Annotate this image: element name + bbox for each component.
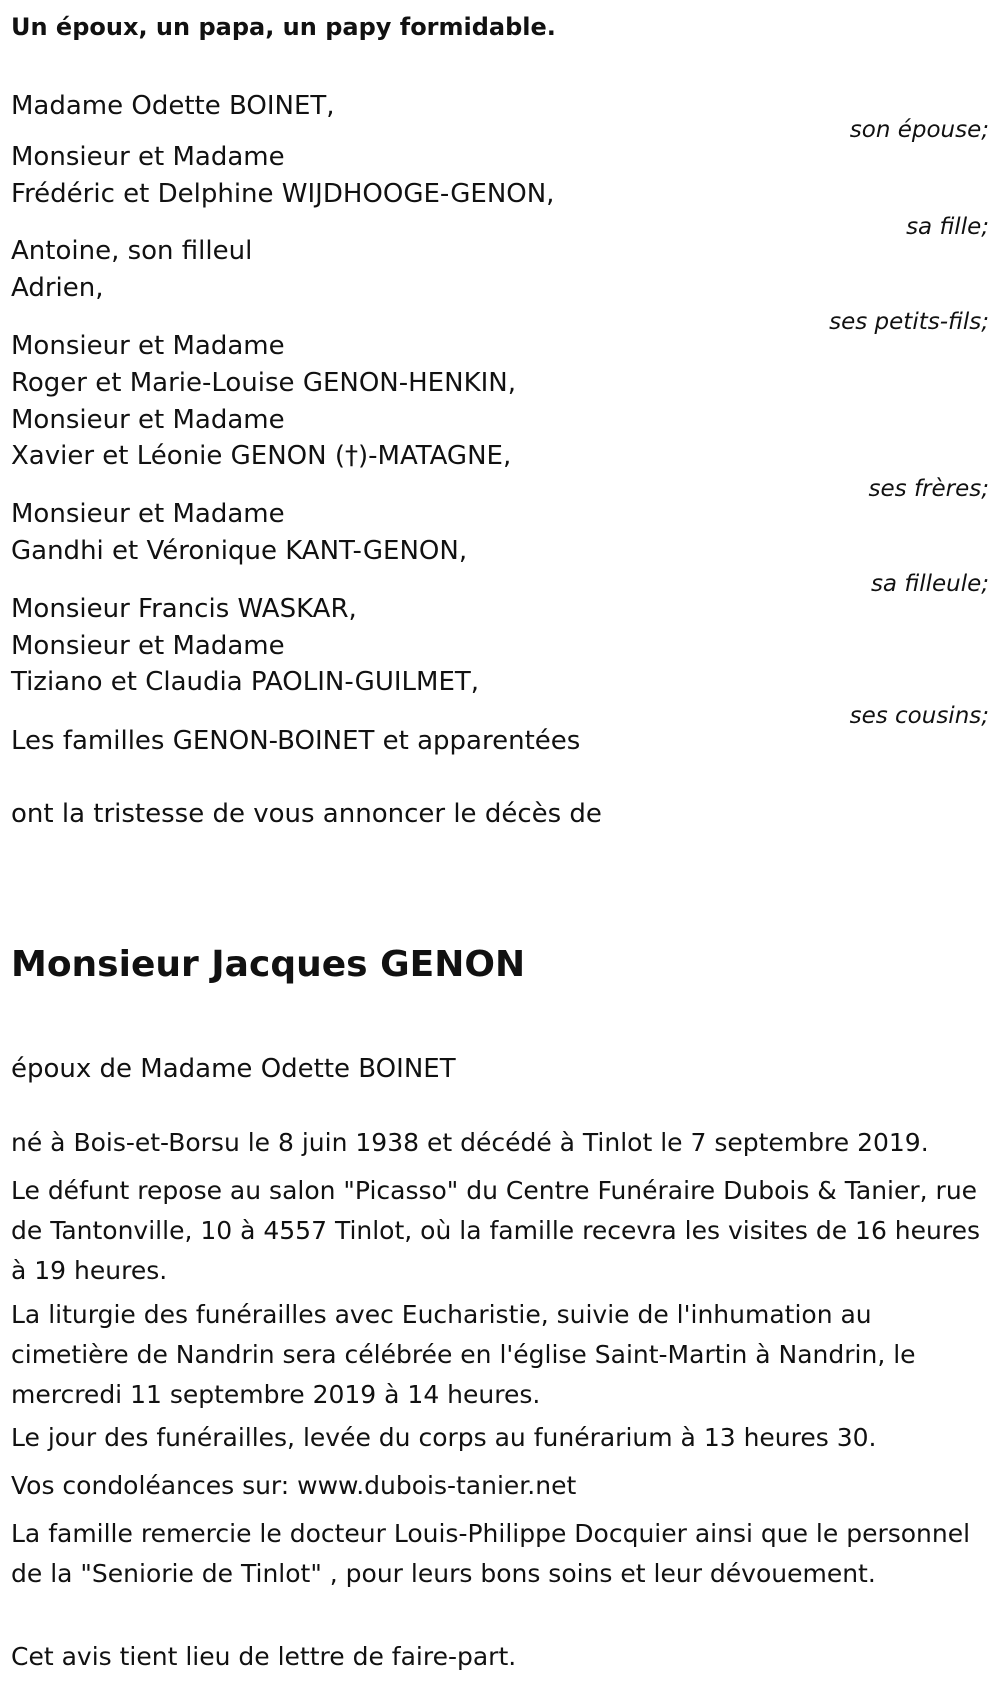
- family-line: Monsieur et Madame: [11, 631, 285, 661]
- closing-paragraph: Cet avis tient lieu de lettre de faire-part.: [11, 1642, 517, 1671]
- family-line: Tiziano et Claudia PAOLIN-GUILMET,: [11, 667, 480, 697]
- family-line: Roger et Marie-Louise GENON-HENKIN,: [11, 368, 516, 398]
- headline: Un époux, un papa, un papy formidable.: [11, 13, 556, 41]
- family-line: Monsieur et Madame: [11, 405, 285, 435]
- family-line: Madame Odette BOINET,: [11, 91, 335, 121]
- relation-label: sa filleule;: [870, 571, 989, 597]
- birth-death-paragraph: né à Bois-et-Borsu le 8 juin 1938 et décédé à Tinlot le 7 septembre 2019.: [11, 1128, 929, 1157]
- family-line: Xavier et Léonie GENON (†)-MATAGNE,: [11, 441, 512, 471]
- family-line: Monsieur Francis WASKAR,: [11, 594, 357, 624]
- procession-paragraph: Le jour des funérailles, levée du corps au funérarium à 13 heures 30.: [11, 1423, 877, 1452]
- relation-label: son épouse;: [849, 117, 989, 143]
- family-line: Monsieur et Madame: [11, 142, 285, 172]
- relation-label: ses frères;: [868, 476, 989, 502]
- family-line: Frédéric et Delphine WIJDHOOGE-GENON,: [11, 179, 555, 209]
- relation-label: ses petits-fils;: [829, 309, 989, 335]
- family-line: Antoine, son filleul: [11, 236, 253, 266]
- family-line: Adrien,: [11, 273, 104, 303]
- deceased-name: Monsieur Jacques GENON: [11, 944, 526, 985]
- condolences-paragraph: Vos condoléances sur: www.dubois-tanier.net: [11, 1471, 577, 1500]
- relation-label: ses cousins;: [849, 703, 989, 729]
- relation-label: sa fille;: [906, 214, 989, 240]
- family-line: Monsieur et Madame: [11, 331, 285, 361]
- viewing-paragraph: Le défunt repose au salon "Picasso" du Centre Funéraire Dubois & Tanier, rue de Tantonville, 10 à 4557 Tinlot, où la famille recevra les visites de 16 heures à 19 heures.: [11, 1176, 981, 1285]
- announcement-text: ont la tristesse de vous annoncer le décès de: [11, 799, 602, 829]
- family-line: Monsieur et Madame: [11, 499, 285, 529]
- spouse-line: époux de Madame Odette BOINET: [11, 1054, 456, 1084]
- families-line: Les familles GENON-BOINET et apparentées: [11, 726, 581, 756]
- thanks-paragraph: La famille remercie le docteur Louis-Philippe Docquier ainsi que le personnel de la "Seniorie de Tinlot" , pour leurs bons soins et leur dévouement.: [11, 1519, 971, 1588]
- funeral-paragraph: La liturgie des funérailles avec Eucharistie, suivie de l'inhumation au cimetière de Nandrin sera célébrée en l'église Saint-Martin à Nandrin, le mercredi 11 septembre 2019 à 14 heures.: [11, 1300, 916, 1409]
- family-line: Gandhi et Véronique KANT-GENON,: [11, 536, 468, 566]
